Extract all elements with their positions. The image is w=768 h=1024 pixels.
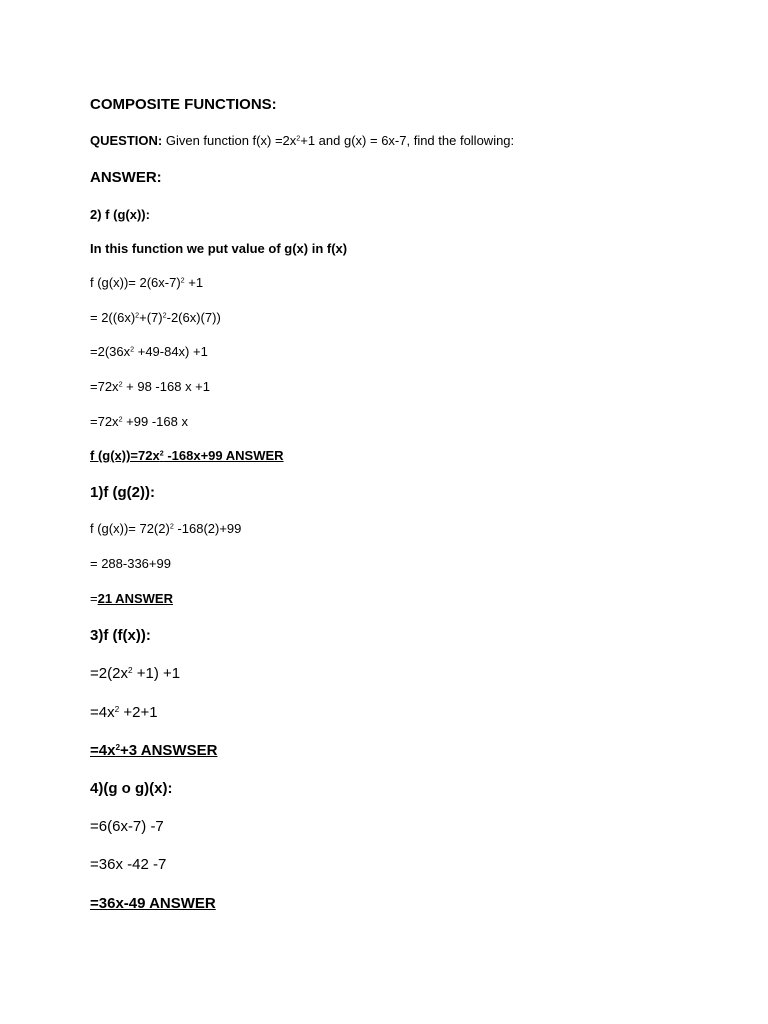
part2-step-3-a: =2(36x [90, 344, 131, 359]
part3-result-exp: 2 [115, 743, 121, 753]
part2-step-2-exp-2: 2 [162, 311, 167, 320]
part4-heading: 4)(g o g)(x): [90, 780, 173, 797]
part2-step-1-exp: 2 [180, 276, 185, 285]
part2-step-2-a: = 2((6x) [90, 310, 136, 325]
question-text-start: Given function f(x) =2x [162, 133, 297, 148]
part2-step-3 [90, 345, 208, 358]
part2-step-5 [90, 415, 188, 428]
part2-result [90, 449, 284, 462]
part2-step-1 [90, 276, 203, 289]
part3-result [90, 743, 217, 758]
part2-step-2-c: -2(6x)(7)) [166, 310, 221, 325]
part3-step-1-b: +1) +1 [132, 665, 181, 682]
part1-step-1-exp: 2 [169, 522, 174, 531]
part3-step-2-a: =4x [90, 704, 115, 721]
part2-step-4 [90, 380, 210, 393]
part4-step-1: =6(6x-7) -7 [90, 818, 164, 835]
part1-heading: 1)f (g(2)): [90, 484, 155, 501]
part2-step-5-b: +99 -168 x [122, 414, 188, 429]
part2-step-5-exp: 2 [118, 415, 123, 424]
part1-step-1 [90, 522, 241, 535]
part1-result-prefix: = [90, 591, 98, 606]
answer-label: ANSWER: [90, 169, 162, 186]
part3-result-a: =4x [90, 742, 116, 759]
part2-result-b: -168x+99 ANSWER [163, 448, 284, 463]
part2-step-1-b: +1 [184, 275, 204, 290]
part2-step-4-b: + 98 -168 x +1 [122, 379, 210, 394]
part2-step-4-a: =72x [90, 379, 119, 394]
part1-step-1-a: f (g(x))= 72(2) [90, 521, 170, 536]
page-title: COMPOSITE FUNCTIONS: [90, 96, 277, 113]
part2-heading: 2) f (g(x)): [90, 207, 150, 222]
part3-step-1 [90, 666, 180, 681]
part1-step-2: = 288-336+99 [90, 556, 171, 571]
part2-step-4-exp: 2 [118, 380, 123, 389]
part4-result: =36x-49 ANSWER [90, 895, 216, 912]
question-text-end: +1 and g(x) = 6x-7, find the following: [300, 133, 515, 148]
part3-step-1-a: =2(2x [90, 665, 128, 682]
part3-step-2-exp: 2 [114, 705, 120, 715]
part1-result: 21 ANSWER [97, 591, 173, 606]
part1-result-line [90, 592, 173, 605]
part3-result-b: +3 ANSWSER [120, 742, 218, 759]
part2-step-3-exp: 2 [130, 345, 135, 354]
question-line [90, 134, 514, 147]
part3-step-2-b: +2+1 [119, 704, 158, 721]
part4-step-2: =36x -42 -7 [90, 856, 167, 873]
part3-heading: 3)f (f(x)): [90, 627, 151, 644]
part2-result-exp: 2 [159, 449, 164, 458]
part2-intro: In this function we put value of g(x) in f(x) [90, 241, 348, 256]
part2-step-2 [90, 311, 221, 324]
question-label: QUESTION: [90, 133, 163, 148]
part2-step-5-a: =72x [90, 414, 119, 429]
part2-step-1-a: f (g(x))= 2(6x-7) [90, 275, 181, 290]
part3-step-1-exp: 2 [127, 666, 133, 676]
part2-step-3-b: +49-84x) +1 [134, 344, 208, 359]
part3-step-2 [90, 705, 158, 720]
question-exponent: 2 [296, 134, 301, 143]
part2-step-2-exp-1: 2 [135, 311, 140, 320]
part1-step-1-b: -168(2)+99 [173, 521, 242, 536]
part2-step-2-b: +(7) [139, 310, 163, 325]
part2-result-a: f (g(x))=72x [90, 448, 160, 463]
